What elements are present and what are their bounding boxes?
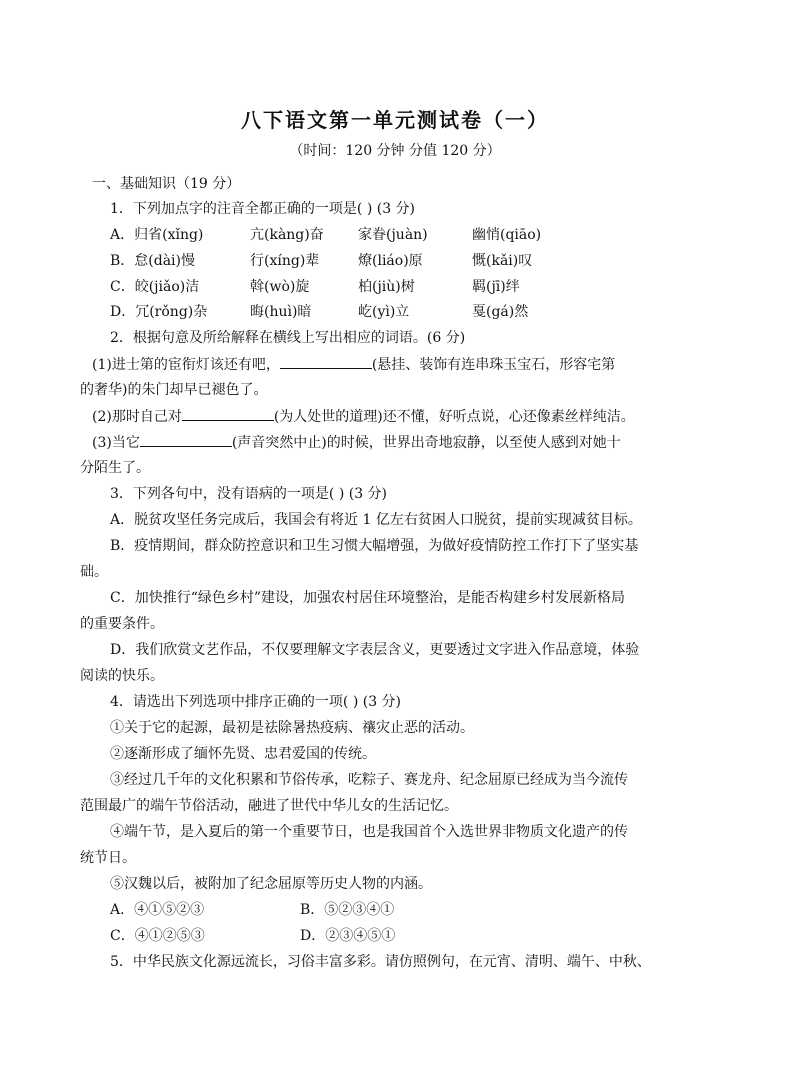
q1-a-4: 幽悄(qiāo) xyxy=(472,227,542,243)
q2-sentence-1 xyxy=(92,354,710,375)
q4-item-3: ③经过几千年的文化积累和节俗传承，吃粽子、赛龙舟、纪念屈原已经成为当今流传 xyxy=(110,772,628,788)
q4-item-4: ④端午节，是入夏后的第一个重要节日，也是我国首个入选世界非物质文化遗产的传 xyxy=(110,824,628,840)
q1-b-4: 慨(kǎi)叹 xyxy=(472,253,533,269)
q2-s1-continuation: 的奢华)的朱门却早已褪色了。 xyxy=(80,382,268,398)
q2-s3-continuation: 分陌生了。 xyxy=(80,460,150,476)
q1-stem: 1．下列加点字的注音全都正确的一项是( ) (3 分) xyxy=(110,201,416,217)
q4-item-5: ⑤汉魏以后，被附加了纪念屈原等历史人物的内涵。 xyxy=(110,876,432,892)
q4-option-d: D．②③④⑤① xyxy=(300,928,396,944)
section-heading: 一、基础知识（19 分） xyxy=(92,176,241,192)
q1-b-1: B．怠(dài)慢 xyxy=(110,253,195,269)
q1-a-1: A．归省(xǐng) xyxy=(110,227,204,243)
q2-blank-1[interactable] xyxy=(280,354,372,369)
q1-a-3: 家眷(juàn) xyxy=(358,227,428,243)
q3-option-c: C．加快推行“绿色乡村”建设，加强农村居住环境整治，是能否构建乡村发展新格局 xyxy=(110,590,626,606)
q4-stem: 4．请选出下列选项中排序正确的一项( ) (3 分) xyxy=(110,694,402,710)
q4-option-c: C．④①②⑤③ xyxy=(110,928,205,944)
q3-stem: 3．下列各句中，没有语病的一项是( ) (3 分) xyxy=(110,486,388,502)
q2-s2-text-b: (为人处世的道理)还不懂，好听点说，心还像素丝样纯洁。 xyxy=(273,409,635,425)
q3-option-b: B．疫情期间，群众防控意识和卫生习惯大幅增强，为做好疫情防控工作打下了坚实基 xyxy=(110,538,639,554)
q4-option-b: B．⑤②③④① xyxy=(300,902,395,918)
q4-item-2: ②逐渐形成了缅怀先贤、忠君爱国的传统。 xyxy=(110,746,376,762)
q2-stem: 2．根据句意及所给解释在横线上写出相应的词语。(6 分) xyxy=(110,330,466,346)
q2-sentence-2 xyxy=(92,406,710,427)
q3-option-d-cont: 阅读的快乐。 xyxy=(80,668,164,684)
q2-blank-3[interactable] xyxy=(140,432,232,447)
q5-stem: 5．中华民族文化源远流长，习俗丰富多彩。请仿照例句，在元宵、清明、端午、中秋、 xyxy=(110,954,651,970)
q3-option-c-cont: 的重要条件。 xyxy=(80,616,164,632)
q1-d-4: 戛(gá)然 xyxy=(472,304,529,320)
q1-b-2: 行(xíng)辈 xyxy=(250,253,320,269)
q1-a-2: 亢(kàng)奋 xyxy=(250,227,324,243)
q1-d-3: 屹(yì)立 xyxy=(358,304,410,320)
q1-d-2: 晦(huì)暗 xyxy=(250,304,312,320)
exam-title: 八下语文第一单元测试卷（一） xyxy=(241,108,549,132)
exam-subtitle: （时间：120 分钟 分值 120 分） xyxy=(289,143,501,159)
q1-c-4: 羁(jī)绊 xyxy=(472,279,520,295)
q1-c-3: 柏(jiù)树 xyxy=(358,279,415,295)
q2-s1-text-b: (悬挂、装饰有连串珠玉宝石，形容宅第 xyxy=(371,357,616,373)
q1-c-1: C．皎(jiǎo)洁 xyxy=(110,279,200,295)
q3-option-b-cont: 础。 xyxy=(80,564,108,580)
q2-s3-text-a: (3)当它 xyxy=(92,435,140,451)
q4-item-1: ①关于它的起源，最初是祛除暑热疫病、禳灾止恶的活动。 xyxy=(110,720,474,736)
q2-sentence-3 xyxy=(92,432,710,453)
q4-option-a: A．④①⑤②③ xyxy=(110,902,205,918)
q2-s2-text-a: (2)那时自己对 xyxy=(92,409,182,425)
q3-option-a: A．脱贫攻坚任务完成后，我国会有将近 1 亿左右贫困人口脱贫，提前实现减贫目标。 xyxy=(110,512,642,528)
q1-c-2: 斡(wò)旋 xyxy=(250,279,310,295)
q4-item-4-cont: 统节日。 xyxy=(80,850,136,866)
q4-item-3-cont: 范围最广的端午节俗活动，融进了世代中华儿女的生活记忆。 xyxy=(80,798,458,814)
q2-s3-text-b: (声音突然中止)的时候，世界出奇地寂静，以至使人感到对她十 xyxy=(231,435,621,451)
q2-s1-text-a: (1)进士第的宦衔灯该还有吧， xyxy=(92,357,280,373)
q1-b-3: 燎(liáo)原 xyxy=(358,253,423,269)
q3-option-d: D．我们欣赏文艺作品，不仅要理解文字表层含义，更要透过文字进入作品意境，体验 xyxy=(110,642,640,658)
q2-blank-2[interactable] xyxy=(182,406,274,421)
q1-d-1: D．冗(rǒng)杂 xyxy=(110,304,208,320)
